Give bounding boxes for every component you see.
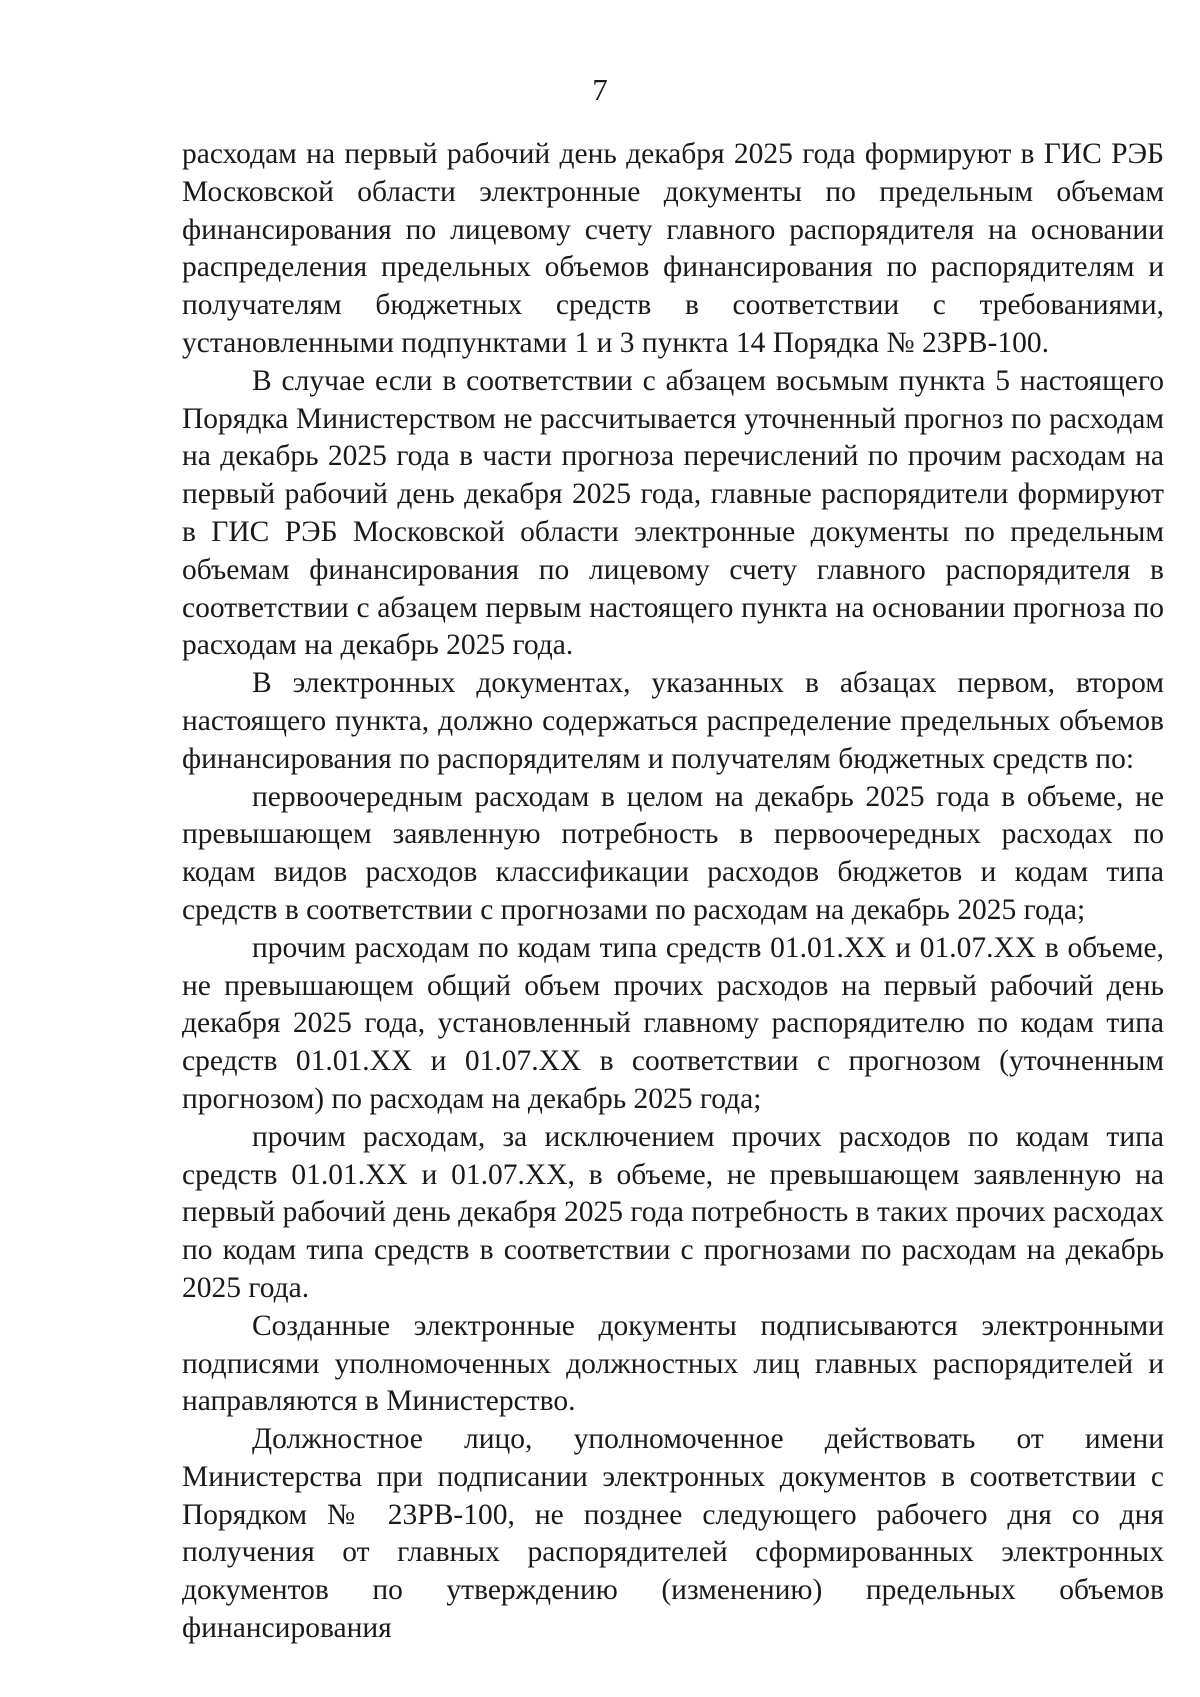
paragraph: Созданные электронные документы подписываются электронными подписями уполномоченных должностных лиц главных распорядителей и направляются в Министерство. (182, 1309, 1164, 1418)
document-body (182, 136, 1164, 1648)
paragraph: В электронных документах, указанных в абзацах первом, втором настоящего пункта, должно содержаться распределение предельных объемов финансирования по распорядителям и получателям бюджетных средств по: (182, 667, 1164, 775)
paragraph: первоочередным расходам в целом на декабрь 2025 года в объеме, не превышающем заявленную потребность в первоочередных расходах по кодам видов расходов классификации расходов бюджетов и кодам типа средств в соответствии с прогнозами по расходам на декабрь 2025 года; (182, 780, 1164, 926)
paragraph: Должностное лицо, уполномоченное действовать от имени Министерства при подписании электронных документов в соответствии с Порядком № 23РВ-100, не позднее следующего рабочего дня со дня получения от главных распорядителей сформированных электронных документов по утверждению (изменению) предельных объемов финансирования (182, 1423, 1164, 1645)
paragraph: прочим расходам по кодам типа средств 01.01.ХХ и 01.07.ХХ в объеме, не превышающем общий объем прочих расходов на первый рабочий день декабря 2025 года, установленный главному распорядителю по кодам типа средств 01.01.ХХ и 01.07.ХХ в соответствии с прогнозом (уточненным прогнозом) по расходам на декабрь 2025 года; (182, 931, 1164, 1115)
paragraph: В случае если в соответствии с абзацем восьмым пункта 5 настоящего Порядка Министерством не рассчитывается уточненный прогноз по расходам на декабрь 2025 года в части прогноза перечислений по прочим расходам на первый рабочий день декабря 2025 года, главные распорядители формируют в ГИС РЭБ Московской области электронные документы по предельным объемам финансирования по лицевому счету главного распорядителя в соответствии с абзацем первым настоящего пункта на основании прогноза по расходам на декабрь 2025 года. (182, 364, 1164, 662)
paragraph: прочим расходам, за исключением прочих расходов по кодам типа средств 01.01.ХХ и 01.07.ХХ, в объеме, не превышающем заявленную на первый рабочий день декабря 2025 года потребность в таких прочих расходах по кодам типа средств в соответствии с прогнозами по расходам на декабрь 2025 года. (182, 1120, 1164, 1304)
paragraph: расходам на первый рабочий день декабря 2025 года формируют в ГИС РЭБ Московской области электронные документы по предельным объемам финансирования по лицевому счету главного распорядителя на основании распределения предельных объемов финансирования по распорядителям и получателям бюджетных средств в соответствии с требованиями, установленными подпунктами 1 и 3 пункта 14 Порядка № 23РВ-100. (182, 138, 1164, 359)
page-number: 7 (592, 72, 608, 107)
